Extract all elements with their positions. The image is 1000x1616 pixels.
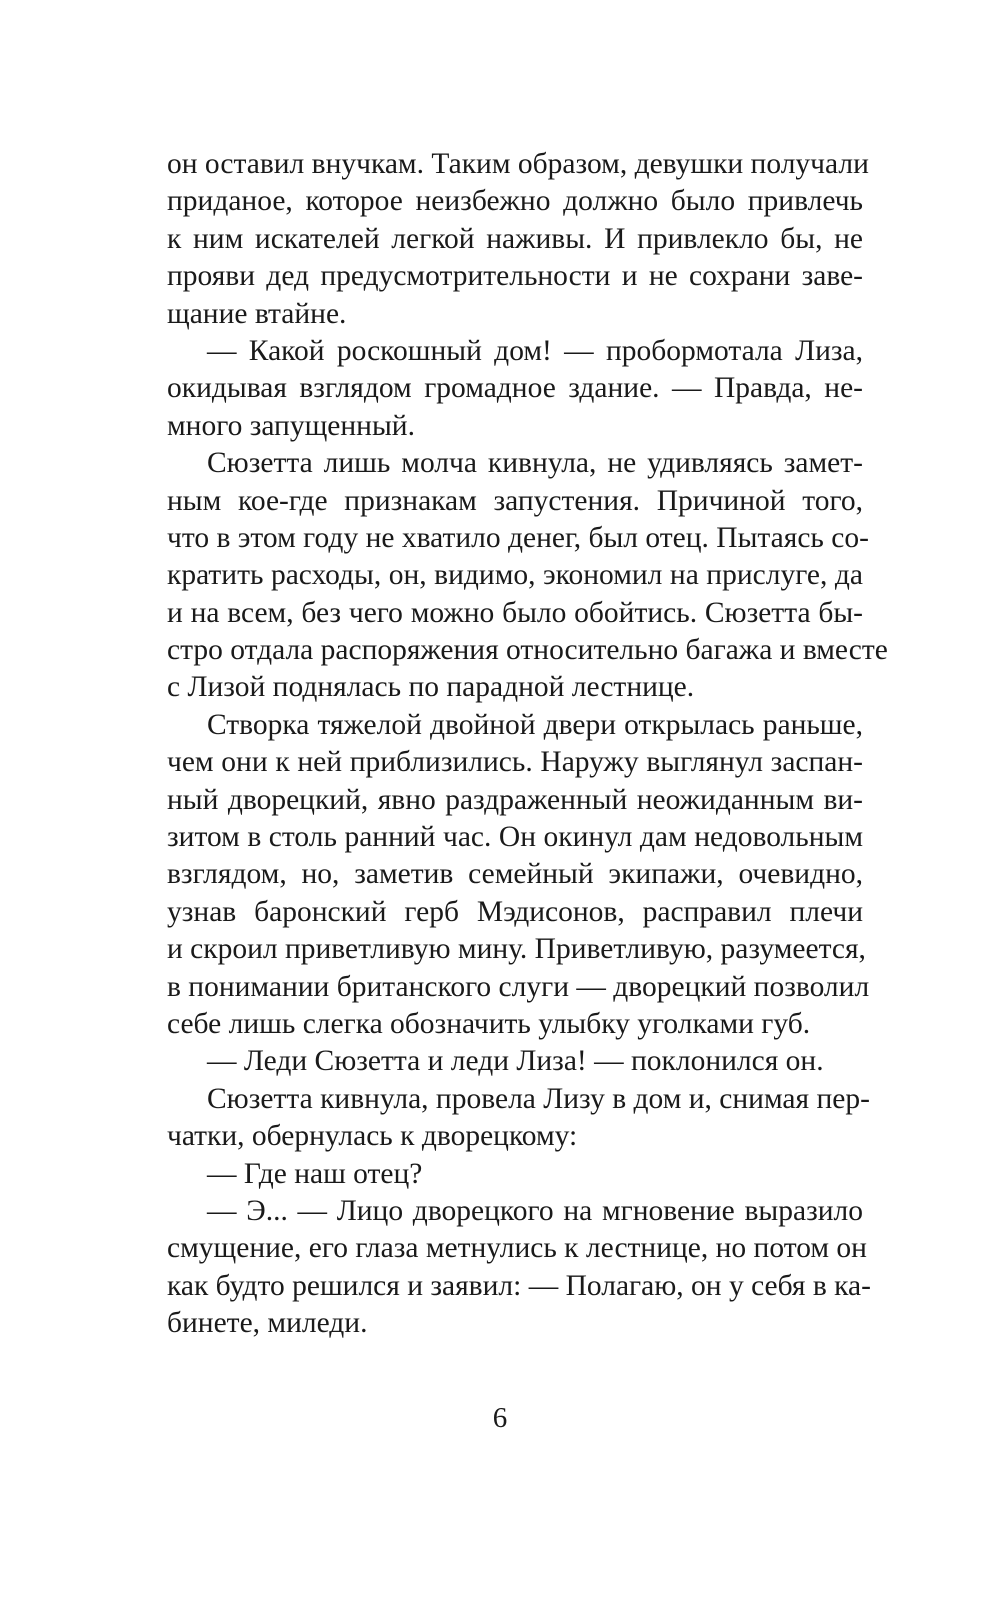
text-line: с Лизой поднялась по парадной лестнице. [167,671,695,704]
text-line: Створка тяжелой двойной двери открылась раньше, [207,708,863,741]
text-line: в понимании британского слуги — дворецкий позволил [167,970,870,1003]
text-line: узнав баронский герб Мэдисонов, расправил плечи [167,895,863,928]
text-line: прояви дед предусмотрительности и не сохрани заве- [167,260,863,293]
paragraph [167,445,888,707]
text-line: зитом в столь ранний час. Он окинул дам недовольным [167,821,863,854]
paragraph [167,707,870,1044]
text-line: чем они к ней приблизились. Наружу выглянул заспан- [167,746,863,779]
text-line: — Какой роскошный дом! — пробормотала Лиза, [207,334,863,367]
text-line: стро отдала распоряжения относительно багажа и вместе [167,634,888,667]
text-line: много запущенный. [167,409,415,442]
text-line: к ним искателей легкой наживы. И привлекло бы, не [167,222,863,255]
page-number: 6 [492,1402,508,1434]
text-line: и скроил приветливую мину. Приветливую, разумеется, [167,933,866,966]
text-line: он оставил внучкам. Таким образом, девушки получали [167,148,869,180]
text-line: ный дворецкий, явно раздраженный неожиданным ви- [167,783,863,816]
text-line: как будто решился и заявил: — Полагаю, он у себя в ка- [167,1269,871,1302]
text-line: бинете, миледи. [167,1307,368,1340]
body-text [167,146,888,1343]
paragraph [167,1043,863,1080]
paragraph [167,146,869,333]
text-line: окидывая взглядом громадное здание. — Правда, не- [167,372,863,405]
paragraph [167,333,863,445]
text-line: себе лишь слегка обозначить улыбку уголками губ. [167,1007,811,1040]
paragraph [167,1156,863,1193]
text-line: — Где наш отец? [207,1157,423,1190]
text-line: взглядом, но, заметив семейный экипажи, очевидно, [167,858,863,891]
text-line: ным кое-где признакам запустения. Причиной того, [167,484,863,517]
text-line: кратить расходы, он, видимо, экономил на прислуге, да [167,559,863,592]
text-line: — Э... — Лицо дворецкого на мгновение выразило [207,1194,863,1227]
text-line: и на всем, без чего можно было обойтись. Сюзетта бы- [167,596,863,629]
text-line: Сюзетта лишь молча кивнула, не удивляясь замет- [207,447,863,480]
text-line: — Леди Сюзетта и леди Лиза! — поклонился он. [207,1045,824,1078]
text-line: что в этом году не хватило денег, был отец. Пытаясь со- [167,521,869,554]
text-line: Сюзетта кивнула, провела Лизу в дом и, снимая пер- [207,1082,870,1115]
text-line: чатки, обернулась к дворецкому: [167,1120,578,1153]
paragraph [167,1081,870,1156]
text-line: щание втайне. [167,297,347,330]
text-line: приданое, которое неизбежно должно было привлечь [167,185,863,218]
text-line: смущение, его глаза метнулись к лестнице, но потом он [167,1232,867,1265]
paragraph [167,1193,871,1343]
